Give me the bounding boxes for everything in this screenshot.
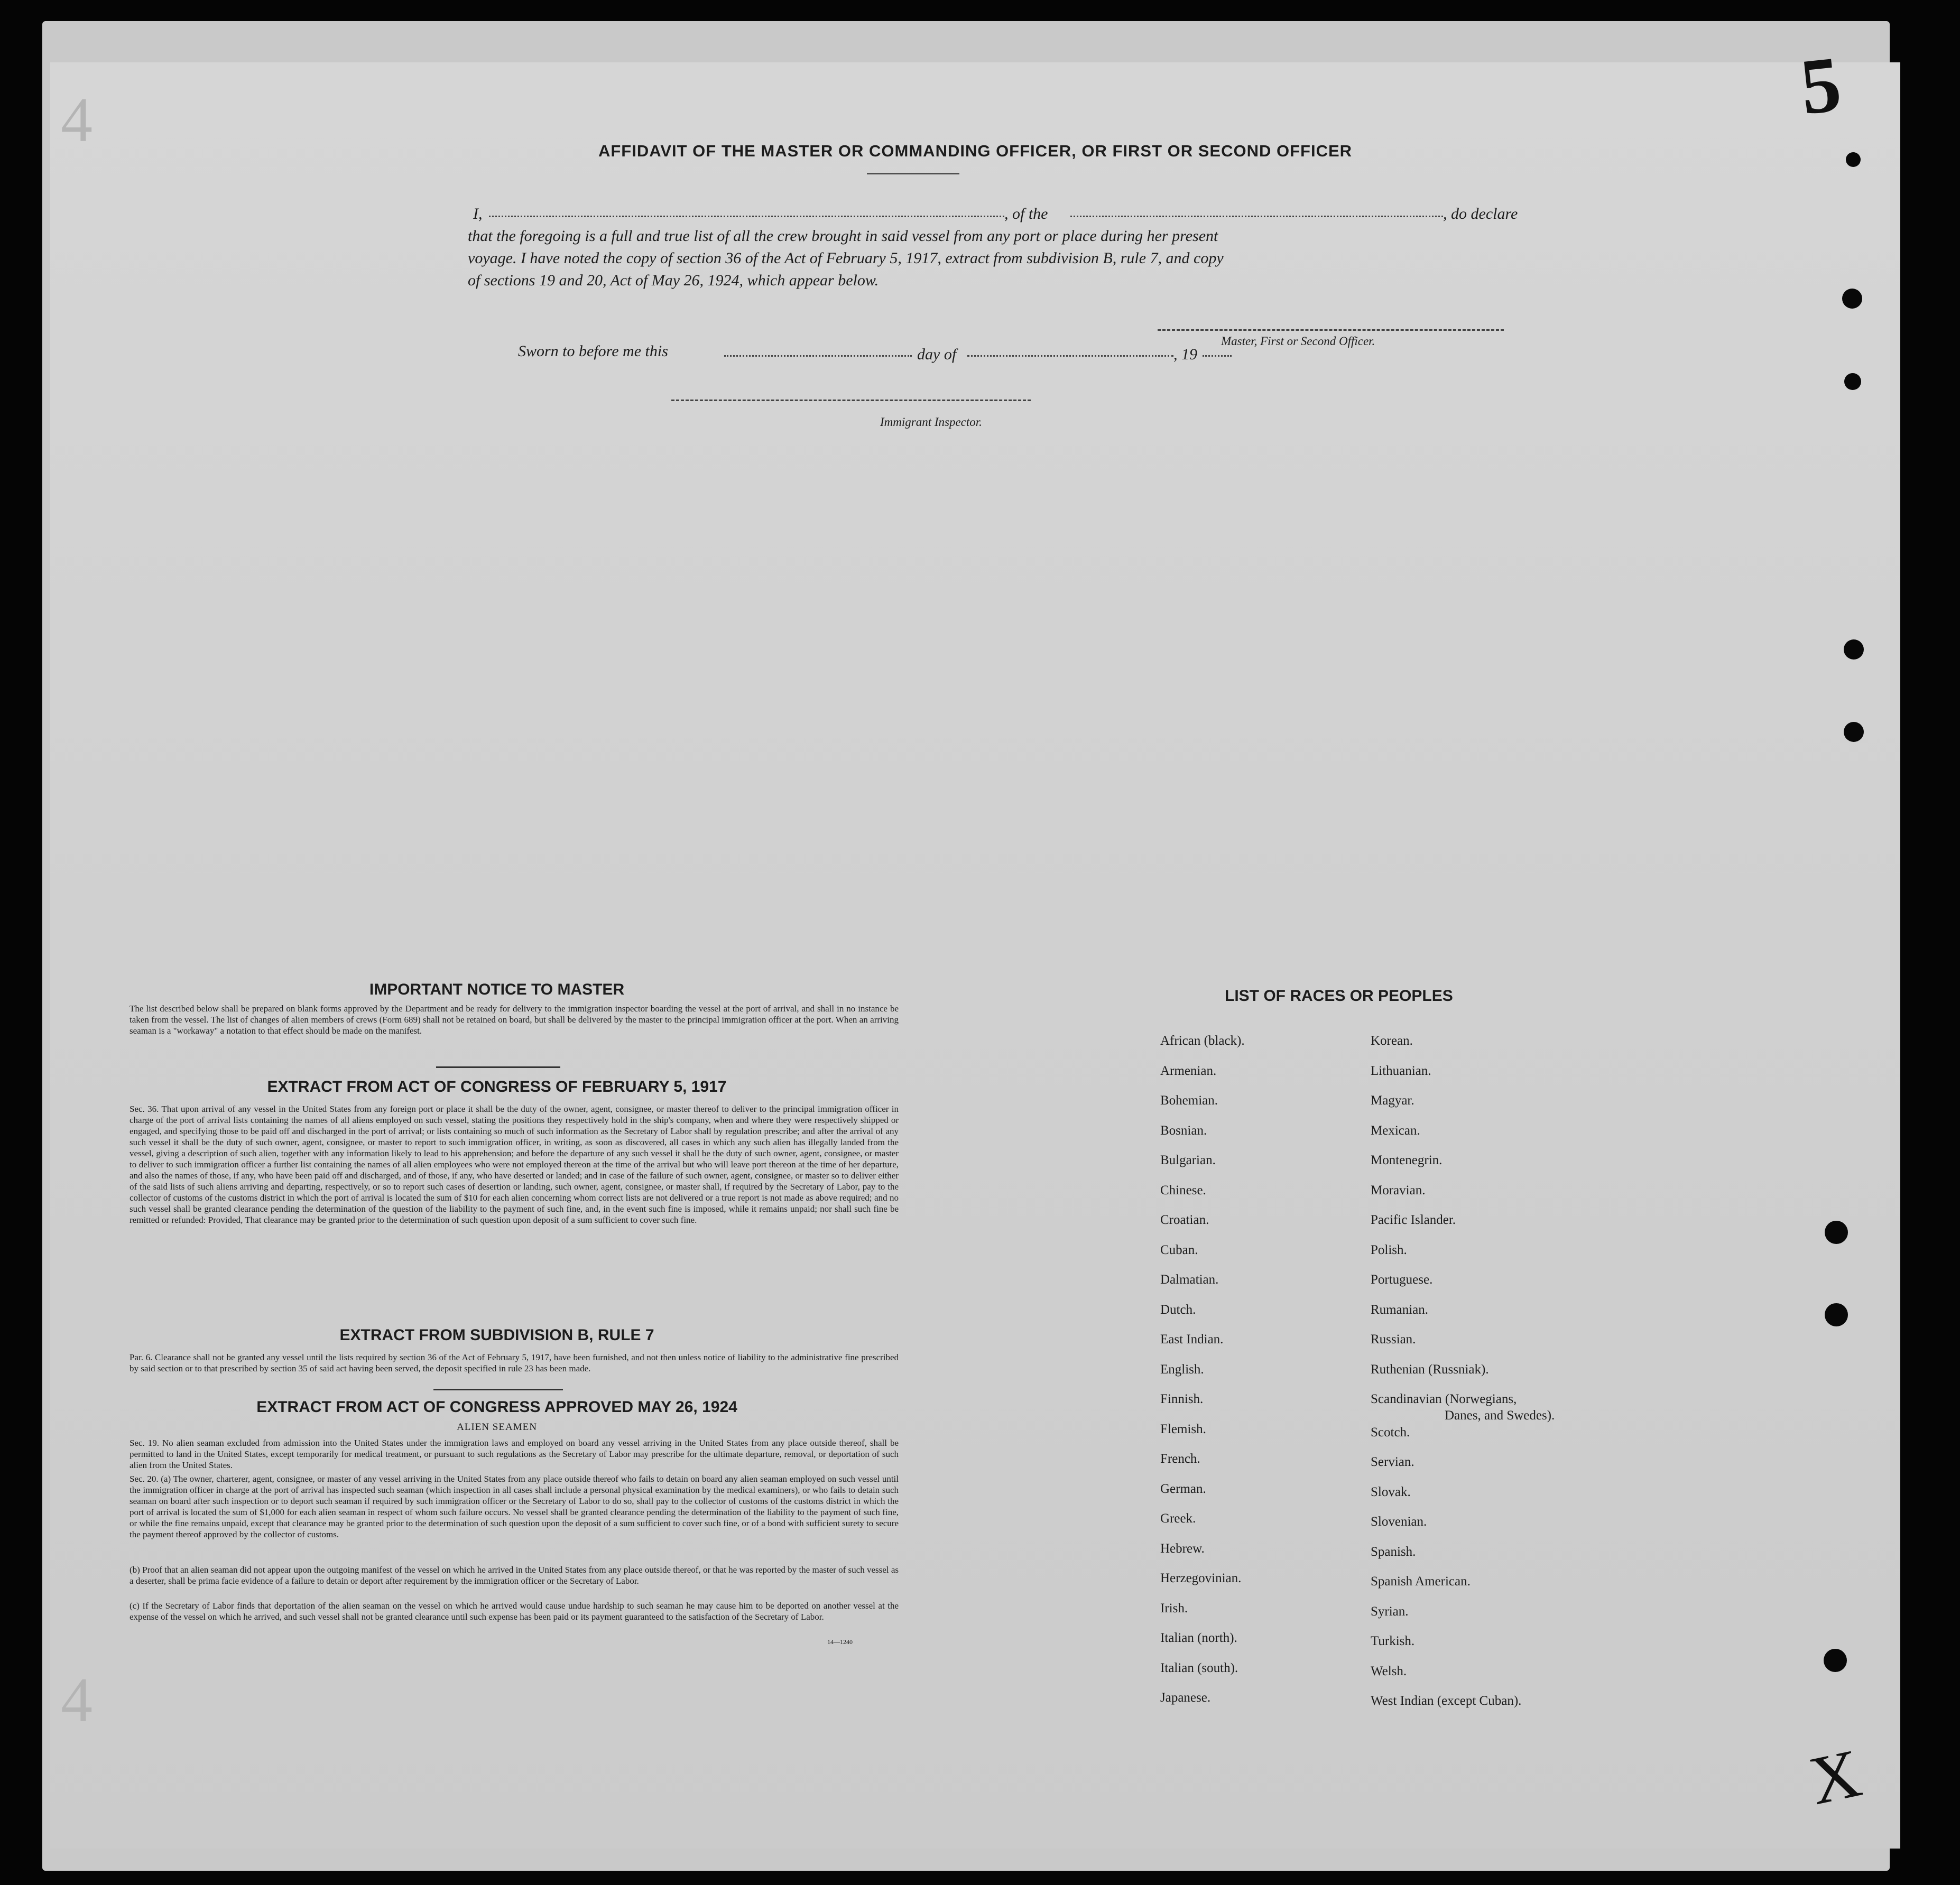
race-item: French. bbox=[1160, 1452, 1200, 1466]
form-number: 14—1240 bbox=[827, 1638, 853, 1646]
notice-text: The list described below shall be prepared on blank forms approved by the Department and be ready for delivery to the immigration inspector boarding the vessel at the port of arrival, and shall in no instance be taken from the vessel. The list of changes of alien members of crews (Form 689) shall not be retained on board, but shall be delivered by the master to the principal immigration officer at the port. When an arriving seaman is a "workaway" a notation to that effect should be made on the manifest. bbox=[130, 1004, 899, 1036]
race-item: Scotch. bbox=[1371, 1425, 1410, 1440]
extract-1924-title: EXTRACT FROM ACT OF CONGRESS APPROVED MAY 26, 1924 bbox=[256, 1398, 737, 1416]
affidavit-line2: that the foregoing is a full and true list of all the crew brought in said vessel from any port or place during her present bbox=[468, 227, 1218, 245]
sec20b-text: (b) Proof that an alien seaman did not appear upon the outgoing manifest of the vessel on which he arrived in the United States from any place outside thereof, or that he was reported by the master of such vessel as a deserter, shall be prima facie evidence of a failure to detain or deport after requirement by the immigration officer or the Secretary of Labor. bbox=[130, 1565, 899, 1586]
notice-title: IMPORTANT NOTICE TO MASTER bbox=[369, 981, 625, 998]
form-page bbox=[50, 40, 1900, 1849]
race-item: Finnish. bbox=[1160, 1392, 1204, 1406]
race-item: Hebrew. bbox=[1160, 1541, 1205, 1556]
race-item: Bosnian. bbox=[1160, 1123, 1207, 1138]
divider bbox=[436, 1066, 560, 1068]
race-item: Pacific Islander. bbox=[1371, 1213, 1456, 1227]
year-label: , 19 bbox=[1173, 346, 1197, 363]
race-item: Japanese. bbox=[1160, 1691, 1211, 1705]
race-item: Mexican. bbox=[1371, 1123, 1420, 1138]
extract-1924-subtitle: ALIEN SEAMEN bbox=[457, 1422, 537, 1433]
race-item: Servian. bbox=[1371, 1455, 1414, 1469]
binder-hole bbox=[1844, 639, 1864, 660]
race-item: Armenian. bbox=[1160, 1063, 1217, 1078]
race-item: Flemish. bbox=[1160, 1422, 1206, 1436]
divider bbox=[433, 1389, 563, 1390]
race-item: Cuban. bbox=[1160, 1242, 1198, 1257]
race-item: Bohemian. bbox=[1160, 1093, 1218, 1108]
sec19-text: Sec. 19. No alien seaman excluded from admission into the United States under the immigration laws and employed on board any vessel arriving in the United States from any place outside thereof, shall be permitted to land in the United States, except temporarily for medical treatment, or pursuant to such regulations as the Secretary of Labor may prescribe for the ultimate departure, removal, or deportation of such alien from the United States. bbox=[130, 1438, 899, 1470]
race-item: Moravian. bbox=[1371, 1183, 1426, 1197]
affidavit-title: AFFIDAVIT OF THE MASTER OR COMMANDING OFFICER, OR FIRST OR SECOND OFFICER bbox=[598, 142, 1353, 160]
races-title: LIST OF RACES OR PEOPLES bbox=[1225, 987, 1453, 1005]
affidavit-line3: voyage. I have noted the copy of section 36 of the Act of February 5, 1917, extract from subdivision B, rule 7, and copy bbox=[468, 249, 1224, 267]
bleed-through-mark: 4 bbox=[61, 1665, 93, 1735]
race-item: Dutch. bbox=[1160, 1302, 1196, 1317]
binder-hole bbox=[1842, 289, 1862, 309]
race-item: Herzegovinian. bbox=[1160, 1571, 1242, 1585]
handwritten-x-mark: X bbox=[1803, 1734, 1867, 1820]
race-item: Russian. bbox=[1371, 1332, 1416, 1347]
race-item: Magyar. bbox=[1371, 1093, 1414, 1108]
divider bbox=[867, 173, 959, 174]
race-item: Turkish. bbox=[1371, 1634, 1415, 1648]
race-item: Dalmatian. bbox=[1160, 1273, 1219, 1287]
rule7-title: EXTRACT FROM SUBDIVISION B, RULE 7 bbox=[339, 1326, 654, 1344]
inspector-signature-line[interactable] bbox=[671, 400, 1031, 401]
race-item: Lithuanian. bbox=[1371, 1063, 1431, 1078]
master-label: Master, First or Second Officer. bbox=[1221, 335, 1375, 348]
year-blank[interactable] bbox=[1203, 355, 1232, 357]
affidavit-line4: of sections 19 and 20, Act of May 26, 1924, which appear below. bbox=[468, 272, 879, 289]
master-signature-line[interactable] bbox=[1158, 329, 1504, 331]
race-item: Irish. bbox=[1160, 1601, 1188, 1615]
race-item: Rumanian. bbox=[1371, 1302, 1429, 1317]
race-item: Welsh. bbox=[1371, 1664, 1407, 1678]
race-item: African (black). bbox=[1160, 1034, 1245, 1048]
binder-hole bbox=[1825, 1221, 1848, 1244]
race-item: English. bbox=[1160, 1362, 1204, 1377]
race-item: Croatian. bbox=[1160, 1213, 1209, 1227]
race-item: Spanish. bbox=[1371, 1544, 1416, 1559]
race-item: Bulgarian. bbox=[1160, 1153, 1216, 1167]
sec20c-text: (c) If the Secretary of Labor finds that deportation of the alien seaman on the vessel on which he arrived would cause undue hardship to such seaman he may cause him to be deported on another vessel at the expense of the vessel on which he arrived, and such vessel shall not be granted clearance until such expense has been paid or its payment guaranteed to the satisfaction of the Secretary of Labor. bbox=[130, 1601, 899, 1622]
affidavit-declare: , do declare bbox=[1443, 205, 1518, 222]
binder-hole bbox=[1844, 722, 1864, 742]
name-blank[interactable] bbox=[489, 216, 1004, 217]
affidavit-i: I, bbox=[473, 205, 483, 222]
race-item: Montenegrin. bbox=[1371, 1153, 1443, 1167]
extract-1917-text: Sec. 36. That upon arrival of any vessel in the United States from any foreign port or place it shall be the duty of the owner, agent, consignee, or master thereof to deliver to the principal immigration officer in charge of the port of arrival lists containing the names of all aliens employed on such vessel, stating the positions they respectively hold in the ship's company, when and where they were respectively shipped or engaged, and specifying those to be paid off and discharged in the port of arrival; or lists containing so much of such information as the Secretary of Labor shall by regulation prescribe; and after the arrival of any such vessel it shall be the duty of such owner, agent, consignee, or master to report to such immigration officer, in writing, as soon as discovered, all cases in which any such alien has illegally landed from the vessel, giving a description of such alien, together with any information likely to lead to his apprehension; and before the departure of any such vessel it shall be the duty of such owner, agent, consignee, or master to deliver to such immigration officer a further list containing the names of all alien employees who were not employed thereon at the time of the arrival but who will leave port thereon at the time of her departure, and also the names of those, if any, who have been paid off and discharged, and of those, if any, who have deserted or landed; and in case of the failure of such owner, agent, consignee, or master so to deliver either of the said lists of such aliens arriving and departing, respectively, or so to report such cases of desertion or landing, such owner, agent, consignee, or master shall, if required by the Secretary of Labor, pay to the collector of customs of the customs district in which the port of arrival is located the sum of $10 for each alien concerning whom correct lists are not delivered or a true report is not made as above required; and no such vessel shall be granted clearance pending the determination of the question of the liability to the payment of such fine, and, in the event such fine is imposed, while it remains unpaid; nor shall such fine be remitted or refunded: Provided, That clearance may be granted prior to the determination of such question upon deposit of a sum sufficient to cover such fine. bbox=[130, 1104, 899, 1225]
binder-hole bbox=[1824, 1649, 1847, 1672]
race-item: Portuguese. bbox=[1371, 1273, 1433, 1287]
race-item: Scandinavian (Norwegians, bbox=[1371, 1392, 1517, 1406]
race-item: Polish. bbox=[1371, 1242, 1407, 1257]
race-item: Greek. bbox=[1160, 1511, 1196, 1526]
binder-hole bbox=[1846, 152, 1861, 167]
race-item: Italian (north). bbox=[1160, 1631, 1237, 1645]
day-of-label: day of bbox=[917, 346, 957, 363]
sworn-day-blank[interactable] bbox=[724, 355, 912, 357]
bleed-through-mark: 4 bbox=[61, 85, 93, 155]
race-item: Syrian. bbox=[1371, 1604, 1409, 1619]
binder-hole bbox=[1825, 1303, 1848, 1326]
race-item: German. bbox=[1160, 1481, 1206, 1496]
month-blank[interactable] bbox=[967, 355, 1173, 357]
race-item: Korean. bbox=[1371, 1034, 1413, 1048]
race-item: Ruthenian (Russniak). bbox=[1371, 1362, 1489, 1377]
vessel-blank[interactable] bbox=[1070, 216, 1443, 217]
binder-hole bbox=[1844, 373, 1861, 390]
sec20a-text: Sec. 20. (a) The owner, charterer, agent, consignee, or master of any vessel arriving in the United States from any place outside thereof who fails to detain on board any alien seaman employed on such vessel until the immigration officer in charge at the port of arrival has inspected such seaman (which inspection in all cases shall include a personal physical examination by the medical examiners), or who fails to detain such seaman on board after such inspection or to deport such seaman if required by such immigration officer or the Secretary of Labor to do so, shall pay to the collector of customs of the customs district in which the port of arrival is located the sum of $1,000 for each alien seaman in respect of whom such failure occurs. No vessel shall be granted clearance pending the determination of the liability to the payment of such fine, or while the fine remains unpaid, except that clearance may be granted prior to the determination of such question upon the deposit of a sum sufficient to cover such fine, or of a bond with sufficient surety to secure the payment thereof approved by the collector of customs. bbox=[130, 1474, 899, 1539]
race-item: Slovenian. bbox=[1371, 1515, 1427, 1529]
race-item: Danes, and Swedes). bbox=[1445, 1408, 1555, 1423]
handwritten-page-number: 5 bbox=[1796, 40, 1845, 132]
race-item: East Indian. bbox=[1160, 1332, 1224, 1347]
rule7-text: Par. 6. Clearance shall not be granted any vessel until the lists required by section 36 of the Act of February 5, 1917, have been furnished, and not then unless notice of liability to the administrative fine prescribed by said section or to that prescribed by section 35 of said act having been served, the deposit specified in rule 23 has been made. bbox=[130, 1352, 899, 1373]
extract-1917-title: EXTRACT FROM ACT OF CONGRESS OF FEBRUARY 5, 1917 bbox=[267, 1078, 727, 1095]
race-item: West Indian (except Cuban). bbox=[1371, 1694, 1522, 1708]
race-item: Chinese. bbox=[1160, 1183, 1206, 1197]
race-item: Slovak. bbox=[1371, 1484, 1411, 1499]
affidavit-of-the: , of the bbox=[1004, 205, 1048, 222]
race-item: Spanish American. bbox=[1371, 1574, 1471, 1589]
sworn-label: Sworn to before me this bbox=[518, 342, 668, 360]
inspector-label: Immigrant Inspector. bbox=[880, 415, 982, 429]
race-item: Italian (south). bbox=[1160, 1660, 1238, 1675]
